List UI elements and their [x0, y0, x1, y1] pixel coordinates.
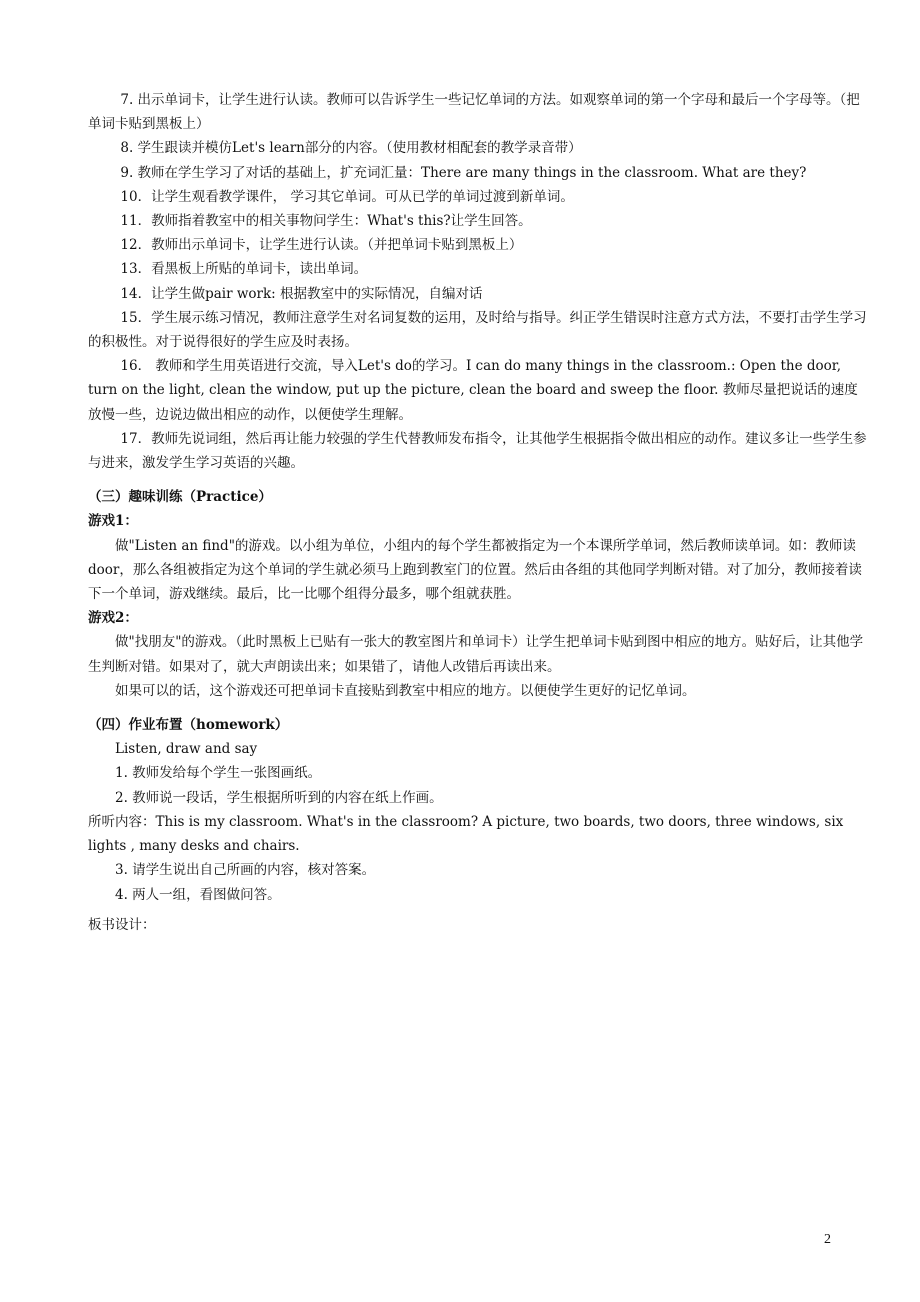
list-item: 8. 学生跟读并模仿Let's learn部分的内容。（使用教材相配套的教学录音带） — [120, 140, 582, 157]
homework-step: 3. 请学生说出自己所画的内容，核对答案。 — [115, 862, 376, 879]
game2-title: 游戏2： — [88, 610, 138, 627]
document-body — [88, 88, 868, 937]
homework-heading: （四）作业布置（homework） — [88, 717, 289, 734]
list-item: 13．看黑板上所贴的单词卡，读出单词。 — [120, 261, 368, 278]
game2-text: 做"找朋友"的游戏。（此时黑板上已贴有一张大的教室图片和单词卡）让学生把单词卡贴到图中相应的地方。贴好后，让其他学生判断对错。如果对了，就大声朗读出来；如果错了，请他人改错后再读出来。 — [88, 634, 864, 675]
homework-subtitle: Listen, draw and say — [115, 741, 258, 758]
list-item: 7. 出示单词卡，让学生进行认读。教师可以告诉学生一些记忆单词的方法。如观察单词的第一个字母和最后一个字母等。（把单词卡贴到黑板上） — [88, 92, 860, 133]
page-number: 2 — [824, 1232, 831, 1247]
game2-note: 如果可以的话，这个游戏还可把单词卡直接贴到教室中相应的地方。以便使学生更好的记忆单词。 — [115, 682, 696, 699]
list-item: 17．教师先说词组，然后再让能力较强的学生代替教师发布指令，让其他学生根据指令做出相应的动作。建议多让一些学生参与进来，激发学生学习英语的兴趣。 — [88, 430, 867, 472]
practice-heading: （三）趣味训练（Practice） — [88, 489, 272, 506]
board-design-label: 板书设计： — [88, 916, 156, 933]
homework-step: 1. 教师发给每个学生一张图画纸。 — [115, 765, 322, 782]
list-item: 16． 教师和学生用英语进行交流，导入Let's do的学习。I can do many things in the classroom.: Open the door, turn on the light, clean the window, put up the picture, clean the board and sweep the floor. 教师尽量把说话的速度放慢一些，边说边做出相应的动作，以便使学生理解。 — [88, 358, 858, 423]
list-item: 10．让学生观看教学课件， 学习其它单词。可从已学的单词过渡到新单词。 — [120, 188, 574, 205]
list-item: 9. 教师在学生学习了对话的基础上，扩充词汇量：There are many things in the classroom. What are they? — [120, 164, 807, 181]
game1-text: 做"Listen an find"的游戏。以小组为单位，小组内的每个学生都被指定为一个本课所学单词，然后教师读单词。如：教师读door，那么各组被指定为这个单词的学生就必须马上跑到教室门的位置。然后由各组的其他同学判断对错。对了加分，教师接着读下一个单词，游戏继续。最后，比一比哪个组得分最多，哪个组就获胜。 — [88, 537, 862, 603]
homework-step: 4. 两人一组，看图做问答。 — [115, 886, 281, 903]
list-item: 12．教师出示单词卡，让学生进行认读。（并把单词卡贴到黑板上） — [120, 237, 523, 254]
game1-title: 游戏1： — [88, 513, 138, 530]
list-item: 15．学生展示练习情况，教师注意学生对名词复数的运用，及时给与指导。纠正学生错误时注意方式方法，不要打击学生学习的积极性。对于说得很好的学生应及时表扬。 — [88, 309, 867, 351]
list-item: 14．让学生做pair work: 根据教室中的实际情况，自编对话 — [120, 285, 483, 302]
list-item: 11．教师指着教室中的相关事物问学生：What's this?让学生回答。 — [120, 213, 532, 230]
homework-step: 2. 教师说一段话，学生根据所听到的内容在纸上作画。 — [115, 789, 443, 806]
listen-content: 所听内容：This is my classroom. What's in the classroom? A picture, two boards, two doors, three windows, six lights , many desks and chairs. — [88, 813, 844, 855]
